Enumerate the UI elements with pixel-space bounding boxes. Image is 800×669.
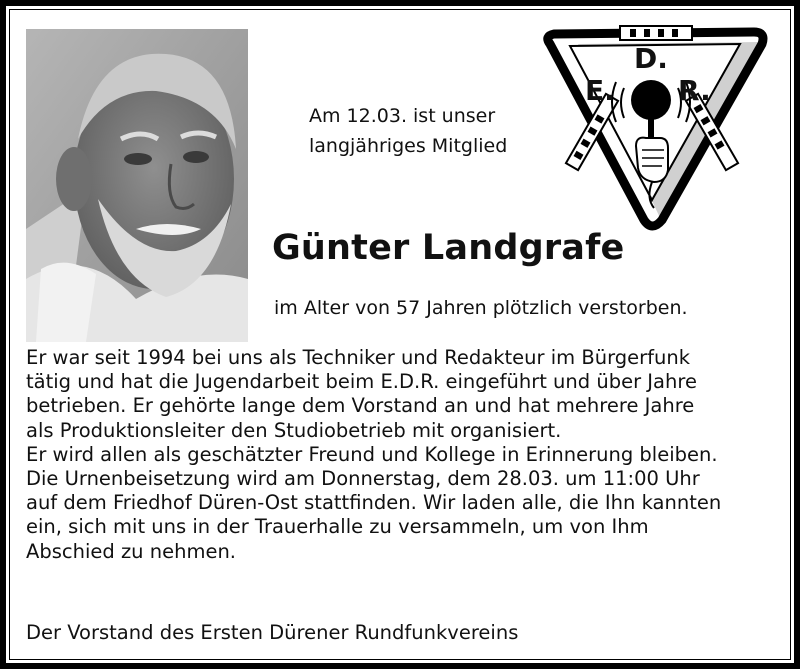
logo-letter-e: E.: [585, 74, 615, 107]
deceased-name: Günter Landgrafe: [272, 228, 625, 268]
intro-line-1: Am 12.03. ist unser: [309, 105, 496, 127]
body-line: Abschied zu nehmen.: [26, 539, 237, 563]
body-line: ein, sich mit uns in der Trauerhalle zu versammeln, um von Ihm: [26, 515, 649, 539]
logo-letter-r: R.: [678, 74, 711, 107]
body-line: Er war seit 1994 bei uns als Techniker und Redakteur im Bürgerfunk: [26, 346, 691, 369]
logo-letter-d: D.: [634, 42, 668, 75]
body-line: als Produktionsleiter den Studiobetrieb mit organisiert.: [26, 418, 562, 442]
age-line: im Alter von 57 Jahren plötzlich verstorben.: [274, 297, 688, 319]
body-line: tätig und hat die Jugendarbeit beim E.D.R. eingeführt und über Jahre: [26, 370, 697, 394]
body-line: Er wird allen als geschätzter Freund und Kollege in Erinnerung bleiben.: [26, 442, 718, 466]
portrait-photo: [26, 29, 248, 342]
intro-text: [309, 101, 507, 161]
edr-logo: [540, 22, 780, 232]
body-line: auf dem Friedhof Düren-Ost stattfinden. Wir laden alle, die Ihn kannten: [26, 491, 722, 515]
signature: Der Vorstand des Ersten Dürener Rundfunkvereins: [26, 621, 519, 644]
intro-line-2: langjähriges Mitglied: [309, 135, 508, 157]
body-text: [26, 346, 721, 564]
body-line: Die Urnenbeisetzung wird am Donnerstag, dem 28.03. um 11:00 Uhr: [26, 467, 700, 491]
body-line: betrieben. Er gehörte lange dem Vorstand an und hat mehrere Jahre: [26, 394, 695, 418]
